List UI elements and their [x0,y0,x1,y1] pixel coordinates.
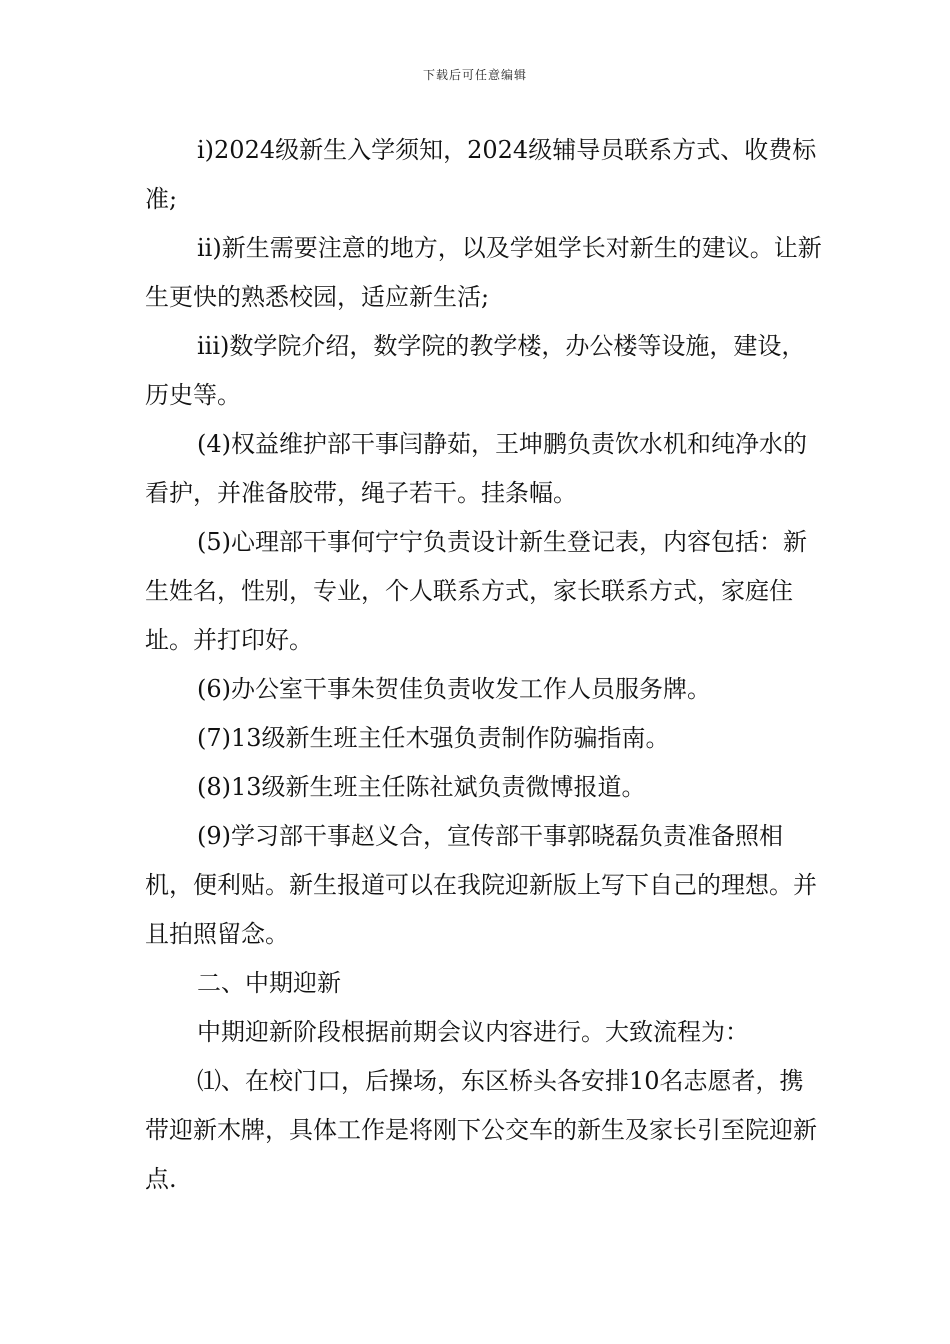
paragraph-5: (5)心理部干事何宁宁负责设计新生登记表，内容包括：新生姓名，性别，专业，个人联系方式，家长联系方式，家庭住址。并打印好。 [145,528,807,654]
paragraph-11: ⑴、在校门口，后操场，东区桥头各安排10名志愿者，携带迎新木牌，具体工作是将刚下公交车的新生及家长引至院迎新点. [145,1067,817,1193]
paragraph-7: (7)13级新生班主任木强负责制作防骗指南。 [197,724,670,752]
document-body [145,126,825,1204]
paragraph-9: (9)学习部干事赵义合，宣传部干事郭晓磊负责准备照相机，便利贴。新生报道可以在我院迎新版上写下自己的理想。并且拍照留念。 [145,822,817,948]
paragraph-4: (4)权益维护部干事闫静茹，王坤鹏负责饮水机和纯净水的看护，并准备胶带，绳子若干。挂条幅。 [145,430,807,507]
paragraph-10: 中期迎新阶段根据前期会议内容进行。大致流程为： [197,1018,749,1046]
paragraph-2: ii)新生需要注意的地方，以及学姐学长对新生的建议。让新生更快的熟悉校园，适应新生活; [145,234,822,311]
paragraph-6: (6)办公室干事朱贺佳负责收发工作人员服务牌。 [197,675,711,703]
paragraph-1: i)2024级新生入学须知，2024级辅导员联系方式、收费标准; [145,136,817,213]
page-header: 下载后可任意编辑 [422,68,527,82]
paragraph-3: iii)数学院介绍，数学院的教学楼，办公楼等设施，建设，历史等。 [145,332,806,409]
section-heading: 二、中期迎新 [197,969,341,997]
paragraph-8: (8)13级新生班主任陈社斌负责微博报道。 [197,773,646,801]
